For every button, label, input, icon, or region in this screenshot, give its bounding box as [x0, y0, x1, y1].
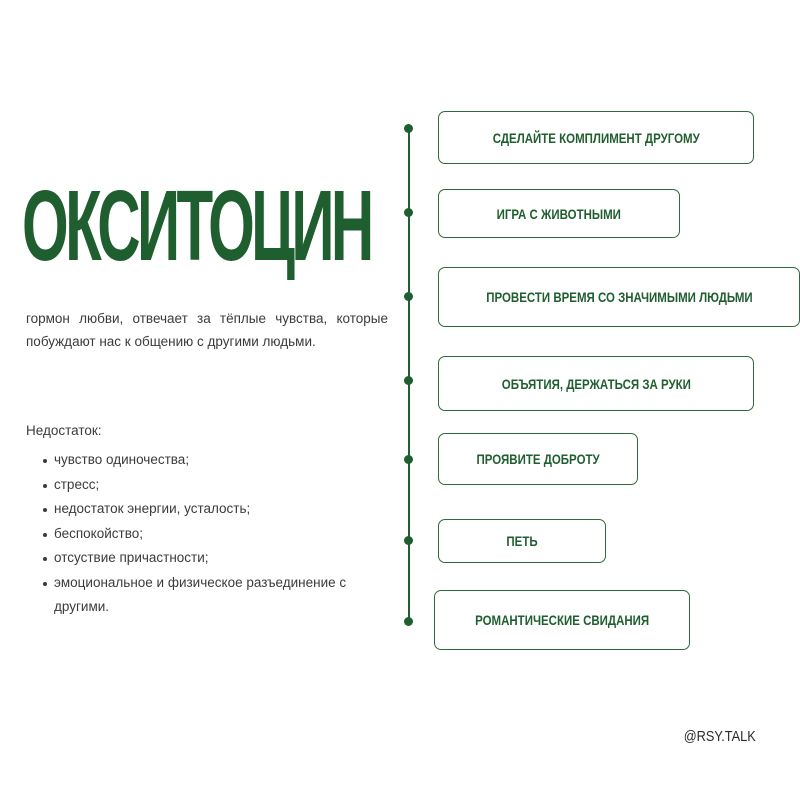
timeline-dot-icon: [404, 617, 413, 626]
deficit-item-text: чувство одиночества;: [54, 452, 190, 467]
tip-label: ОБЪЯТИЯ, ДЕРЖАТЬСЯ ЗА РУКИ: [501, 375, 691, 392]
bullet-icon: [43, 582, 47, 586]
bullet-icon: [43, 459, 47, 463]
deficit-item-text: недостаток энергии, усталость;: [54, 501, 251, 516]
bullet-icon: [43, 484, 47, 488]
tip-box-hugs: [438, 356, 754, 411]
deficit-item-text: отсуствие причастности;: [54, 550, 209, 565]
timeline-dot-icon: [404, 124, 413, 133]
timeline-dot-icon: [404, 208, 413, 217]
timeline-dot-icon: [404, 536, 413, 545]
timeline-dot-icon: [404, 292, 413, 301]
tip-label: ПРОВЕСТИ ВРЕМЯ СО ЗНАЧИМЫМИ ЛЮДЬМИ: [485, 289, 753, 305]
deficit-item: [26, 546, 396, 571]
deficit-list: [26, 448, 396, 620]
tip-box-romantic-dates: [434, 590, 690, 650]
author-handle: @RSY.TALK: [683, 728, 756, 745]
tip-box-animals: [438, 189, 680, 238]
bullet-icon: [43, 508, 47, 512]
deficit-item-text: эмоциональное и физическое разъединение с другими.: [54, 574, 347, 614]
tip-label: ИГРА С ЖИВОТНЫМИ: [496, 205, 622, 222]
deficit-item-text: беспокойство;: [54, 525, 143, 541]
deficit-item-text: стресс;: [54, 476, 100, 492]
deficit-item: [26, 522, 396, 547]
bullet-icon: [43, 557, 47, 561]
tip-box-sing: [438, 519, 606, 563]
page-title: ОКСИТОЦИН: [22, 170, 371, 282]
tip-label: ПЕТЬ: [506, 533, 538, 549]
tip-box-significant-people: [438, 267, 800, 327]
timeline-dot-icon: [404, 376, 413, 385]
deficit-item: [26, 497, 396, 522]
tip-label: ПРОЯВИТЕ ДОБРОТУ: [476, 451, 600, 467]
hormone-description: гормон любви, отвечает за тёплые чувства, которые побуждают нас к общению с другими людьми.: [26, 311, 388, 349]
tip-label: СДЕЛАЙТЕ КОМПЛИМЕНТ ДРУГОМУ: [492, 129, 700, 146]
deficit-item: [26, 448, 396, 473]
deficit-item: [26, 571, 396, 620]
tip-box-kindness: [438, 433, 638, 485]
timeline-dot-icon: [404, 455, 413, 464]
tip-label: РОМАНТИЧЕСКИЕ СВИДАНИЯ: [474, 612, 650, 628]
deficit-item: [26, 473, 396, 498]
deficit-heading: Недостаток:: [26, 423, 102, 438]
tip-box-compliment: [438, 111, 754, 164]
bullet-icon: [43, 533, 47, 537]
